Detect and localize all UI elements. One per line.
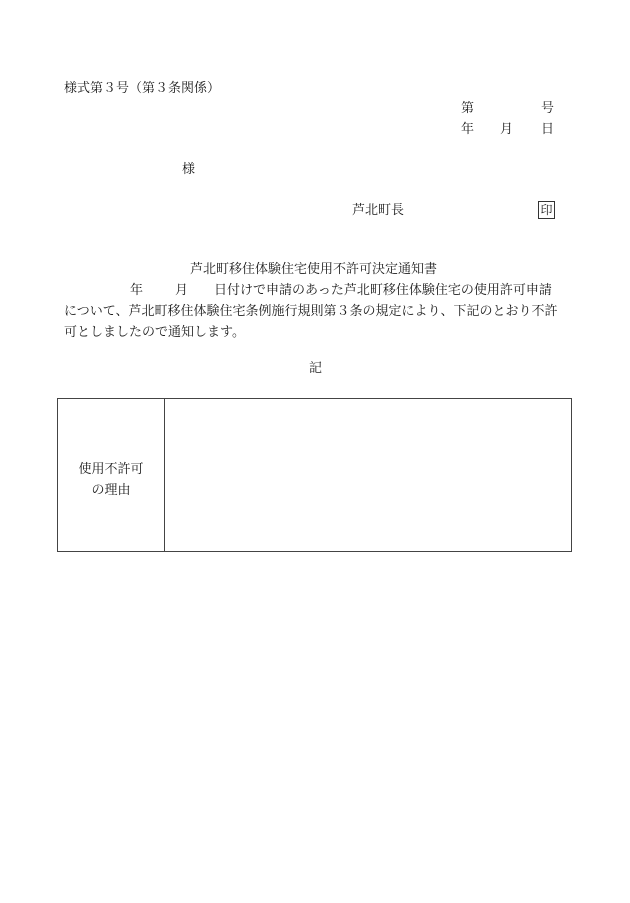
reason-value-cell [165, 399, 571, 551]
form-number: 様式第３号（第３条関係） [64, 81, 221, 96]
reason-table [57, 398, 572, 552]
body-line-1-text: 日付けで申請のあった芦北町移住体験住宅の使用許可申請 [214, 283, 552, 298]
body-line-3: 可としましたので通知します。 [64, 325, 245, 340]
body-year-label: 年 [130, 283, 144, 298]
body-line-2: について、芦北町移住体験住宅条例施行規則第３条の規定により、下記のとおり不許 [64, 304, 558, 319]
addressee-honorific: 様 [182, 162, 196, 177]
document-body [64, 280, 572, 343]
reason-label-line-1: 使用不許可 [78, 462, 144, 477]
reason-label-line-2: の理由 [91, 483, 131, 498]
date-month-label: 月 [500, 122, 514, 137]
seal-mark: 印 [538, 201, 555, 219]
document-title: 芦北町移住体験住宅使用不許可決定通知書 [190, 262, 438, 277]
date-year-label: 年 [461, 122, 475, 137]
ki-heading: 記 [309, 361, 323, 376]
body-line-1 [64, 280, 572, 301]
issuer-title: 芦北町長 [352, 203, 405, 218]
document-number-suffix: 号 [541, 101, 555, 116]
date-day-label: 日 [541, 122, 555, 137]
reason-label-cell [58, 399, 165, 551]
reason-label [58, 459, 164, 501]
document-number-prefix: 第 [461, 101, 475, 116]
body-month-label: 月 [175, 283, 189, 298]
